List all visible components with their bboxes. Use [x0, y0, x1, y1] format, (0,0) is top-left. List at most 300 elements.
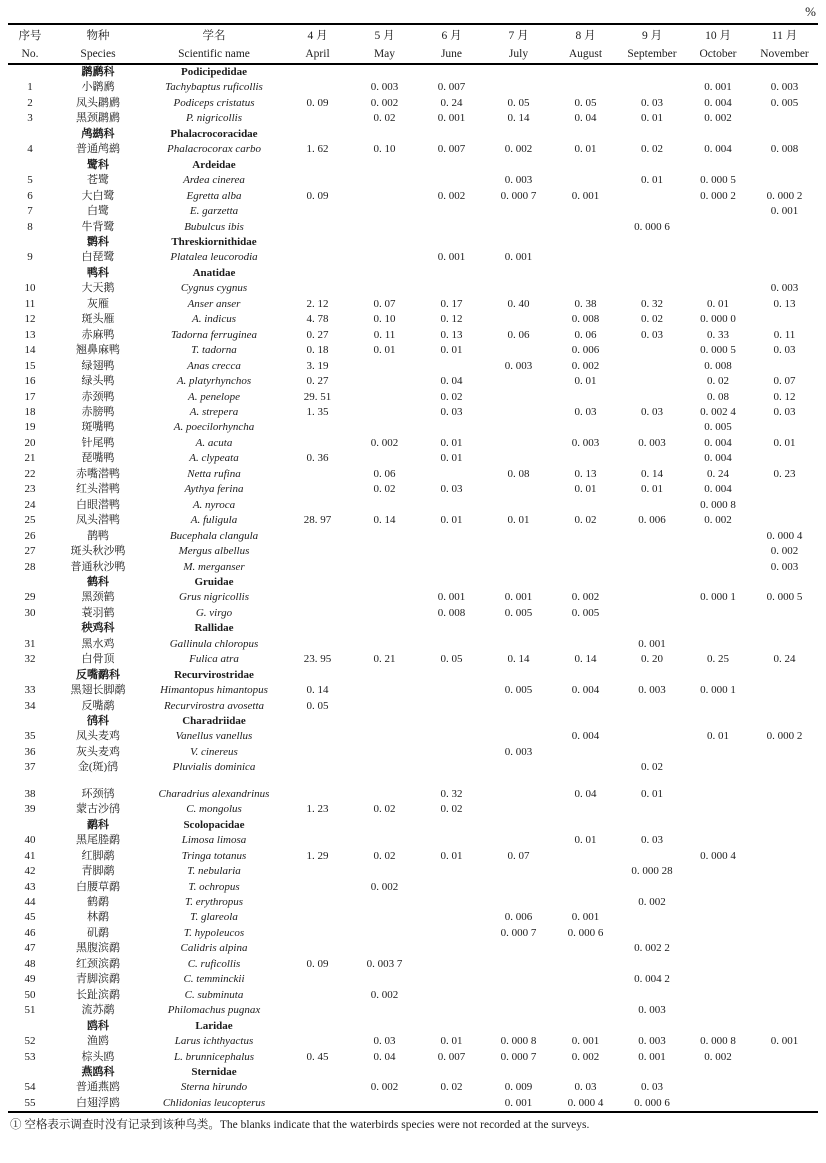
- value-april: [284, 760, 351, 775]
- species-name-zh: 蓑羽鹤: [81, 606, 115, 619]
- species-name-zh: 红头潜鸭: [76, 483, 120, 496]
- value-may: [351, 158, 418, 173]
- value-september: [619, 849, 685, 864]
- species-name-latin: Podicipedidae: [180, 66, 247, 78]
- row-number: 45: [24, 911, 36, 924]
- value-july: [485, 988, 552, 1003]
- value-october: [685, 1065, 751, 1080]
- species-row: [8, 880, 818, 895]
- species-row: [8, 312, 818, 327]
- value-may: 0. 002: [370, 880, 399, 893]
- species-name-zh: 青脚鹬: [81, 865, 115, 878]
- species-row: [8, 390, 818, 405]
- col-header-apr-zh: 4 月: [307, 30, 328, 42]
- value-may: 0. 11: [373, 328, 396, 341]
- value-april: [284, 467, 351, 482]
- value-july: [485, 895, 552, 910]
- col-header-jul-zh: 7 月: [508, 30, 529, 42]
- row-number: [8, 235, 52, 250]
- species-row: [8, 96, 818, 111]
- species-row: [8, 957, 818, 972]
- species-name-zh: 渔鸥: [87, 1035, 109, 1048]
- species-row: [8, 482, 818, 497]
- value-november: [751, 606, 818, 621]
- value-november: [751, 957, 818, 972]
- value-november: 0. 000 2: [766, 730, 803, 743]
- species-name-latin: Anser anser: [187, 297, 241, 310]
- row-number: 21: [24, 452, 36, 465]
- value-july: [485, 699, 552, 714]
- value-june: [418, 173, 485, 188]
- value-may: 0. 02: [373, 849, 396, 862]
- species-name-latin: A. clypeata: [189, 452, 239, 465]
- species-name-latin: Grus nigricollis: [179, 591, 249, 604]
- value-october: [685, 988, 751, 1003]
- value-june: 0. 17: [440, 297, 463, 310]
- value-april: [284, 64, 351, 80]
- value-august: [552, 621, 619, 636]
- value-may: [351, 281, 418, 296]
- value-july: 0. 08: [507, 467, 530, 480]
- value-april: [284, 637, 351, 652]
- species-row: [8, 941, 818, 956]
- value-september: [619, 957, 685, 972]
- species-name-latin: Mergus albellus: [178, 545, 250, 558]
- species-name-latin: Chlidonias leucopterus: [162, 1096, 266, 1109]
- value-july: [485, 880, 552, 895]
- species-name-zh: 赤麻鸭: [81, 328, 115, 341]
- value-november: 0. 24: [773, 653, 796, 666]
- species-name-zh: 普通鸬鹚: [76, 143, 120, 156]
- value-april: [284, 544, 351, 559]
- value-october: [685, 880, 751, 895]
- value-july: [485, 80, 552, 95]
- value-october: [685, 864, 751, 879]
- value-november: 0. 12: [773, 390, 796, 403]
- species-name-zh: 鹮科: [87, 235, 109, 248]
- species-name-zh: 鹤鹬: [87, 896, 109, 909]
- value-october: [685, 714, 751, 729]
- value-april: 23. 95: [303, 653, 332, 666]
- value-may: 0. 07: [373, 297, 396, 310]
- value-april: 0. 45: [306, 1050, 329, 1063]
- value-april: [284, 235, 351, 250]
- value-june: [418, 498, 485, 513]
- table-header: [8, 24, 818, 64]
- value-june: 0. 001: [437, 112, 466, 125]
- value-april: [284, 910, 351, 925]
- species-row: [8, 80, 818, 95]
- species-row: [8, 281, 818, 296]
- species-name-zh: 黑尾塍鹬: [76, 834, 120, 847]
- value-june: [418, 158, 485, 173]
- value-july: 0. 001: [504, 251, 533, 264]
- row-number: 48: [24, 957, 36, 970]
- value-july: [485, 760, 552, 775]
- value-august: 0. 01: [574, 483, 597, 496]
- value-july: [485, 64, 552, 80]
- value-may: [351, 910, 418, 925]
- value-september: 0. 02: [641, 761, 663, 774]
- species-name-zh: 矶鹬: [87, 926, 109, 939]
- value-may: [351, 250, 418, 265]
- value-april: [284, 266, 351, 281]
- value-august: [552, 895, 619, 910]
- value-october: [685, 637, 751, 652]
- value-july: 0. 005: [504, 606, 533, 619]
- row-number: [8, 64, 52, 80]
- value-april: [284, 250, 351, 265]
- value-april: [284, 1019, 351, 1034]
- value-may: 0. 02: [373, 483, 396, 496]
- species-name-latin: V. cinereus: [190, 745, 238, 758]
- value-november: [751, 849, 818, 864]
- row-number: [8, 668, 52, 683]
- value-june: [418, 683, 485, 698]
- value-september: 0. 002 2: [634, 942, 670, 955]
- value-september: [619, 699, 685, 714]
- value-september: [619, 64, 685, 80]
- value-may: 0. 002: [370, 988, 399, 1001]
- value-september: [619, 621, 685, 636]
- value-may: [351, 699, 418, 714]
- value-april: 0. 36: [306, 452, 329, 465]
- value-september: [619, 451, 685, 466]
- family-row: [8, 621, 818, 636]
- value-november: 0. 001: [770, 1035, 799, 1048]
- row-number: [8, 158, 52, 173]
- species-name-latin: Tringa totanus: [181, 849, 247, 862]
- value-october: 0. 02: [707, 375, 729, 388]
- col-header-apr-en: April: [305, 48, 330, 60]
- waterbird-monthly-table: [8, 23, 818, 1113]
- value-july: [485, 560, 552, 575]
- row-number: 32: [24, 653, 36, 666]
- value-april: [284, 714, 351, 729]
- value-august: 0. 004: [571, 730, 600, 743]
- species-row: [8, 220, 818, 235]
- species-row: [8, 699, 818, 714]
- value-august: 0. 03: [574, 405, 597, 418]
- value-october: [685, 158, 751, 173]
- value-may: 0. 003 7: [366, 957, 403, 970]
- species-row: [8, 529, 818, 544]
- value-may: [351, 668, 418, 683]
- col-header-no-en: No.: [21, 48, 39, 60]
- value-april: [284, 529, 351, 544]
- value-april: [284, 668, 351, 683]
- value-june: 0. 008: [437, 606, 466, 619]
- value-november: [751, 513, 818, 528]
- value-april: [284, 80, 351, 95]
- value-august: [552, 714, 619, 729]
- value-june: [418, 281, 485, 296]
- row-number: 7: [27, 205, 33, 218]
- value-august: 0. 04: [574, 787, 597, 800]
- value-may: [351, 390, 418, 405]
- value-july: [485, 818, 552, 833]
- family-row: [8, 714, 818, 729]
- value-april: [284, 436, 351, 451]
- value-november: [751, 451, 818, 466]
- value-september: [619, 189, 685, 204]
- row-number: 49: [24, 973, 36, 986]
- value-october: 0. 01: [707, 297, 729, 310]
- species-name-zh: 鹭科: [87, 158, 109, 171]
- value-november: 0. 005: [770, 96, 799, 109]
- species-name-latin: Bucephala clangula: [169, 529, 259, 542]
- value-may: [351, 729, 418, 744]
- family-row: [8, 235, 818, 250]
- value-june: 0. 01: [440, 1035, 463, 1048]
- col-header-species-zh: 物种: [86, 30, 110, 42]
- row-number: 5: [27, 174, 33, 187]
- value-april: 1. 23: [306, 803, 329, 816]
- value-october: [685, 895, 751, 910]
- species-name-latin: T. nebularia: [187, 865, 241, 878]
- value-april: [284, 926, 351, 941]
- species-name-latin: Scolopacidae: [183, 818, 245, 831]
- species-row: [8, 513, 818, 528]
- spacer-cell: [8, 776, 818, 787]
- value-may: [351, 544, 418, 559]
- row-number: 30: [24, 606, 36, 619]
- value-october: 0. 000 1: [700, 684, 736, 697]
- value-september: [619, 575, 685, 590]
- value-november: [751, 833, 818, 848]
- species-row: [8, 250, 818, 265]
- value-april: [284, 818, 351, 833]
- species-row: [8, 560, 818, 575]
- value-april: 4. 78: [306, 313, 329, 326]
- species-name-latin: T. ochropus: [188, 880, 240, 893]
- value-june: [418, 560, 485, 575]
- value-april: [284, 111, 351, 126]
- species-name-zh: 翘鼻麻鸭: [76, 344, 120, 357]
- row-number: 11: [24, 297, 36, 310]
- species-name-latin: Anatidae: [192, 266, 236, 279]
- value-july: 0. 003: [504, 174, 533, 187]
- value-may: 0. 21: [373, 653, 396, 666]
- value-may: 0. 002: [370, 1081, 399, 1094]
- species-name-latin: Gallinula chloropus: [169, 637, 259, 650]
- species-name-zh: 白翅浮鸥: [76, 1096, 120, 1109]
- value-april: [284, 833, 351, 848]
- value-april: 28. 97: [303, 514, 332, 527]
- row-number: [8, 818, 52, 833]
- col-header-oct-zh: 10 月: [705, 30, 731, 42]
- value-september: [619, 818, 685, 833]
- species-row: [8, 297, 818, 312]
- col-header-jul-en: July: [508, 48, 529, 60]
- value-june: 0. 02: [440, 803, 463, 816]
- row-number: [8, 127, 52, 142]
- value-june: 0. 24: [440, 96, 463, 109]
- species-name-latin: A. poecilorhyncha: [173, 421, 255, 434]
- species-name-latin: T. erythropus: [184, 896, 244, 909]
- value-august: 0. 000 6: [567, 926, 604, 939]
- value-august: [552, 988, 619, 1003]
- value-november: 0. 11: [773, 328, 796, 341]
- value-july: 0. 003: [504, 745, 533, 758]
- value-october: 0. 000 8: [700, 1035, 736, 1048]
- value-november: [751, 312, 818, 327]
- species-name-latin: Tadorna ferruginea: [170, 328, 258, 341]
- value-september: 0. 006: [638, 514, 666, 527]
- value-november: [751, 266, 818, 281]
- species-name-latin: Cygnus cygnus: [180, 282, 248, 295]
- value-july: [485, 1019, 552, 1034]
- value-july: [485, 405, 552, 420]
- value-may: [351, 972, 418, 987]
- species-name-zh: 蒙古沙鸻: [76, 803, 120, 816]
- value-september: 0. 01: [641, 787, 663, 800]
- value-june: [418, 467, 485, 482]
- value-august: [552, 864, 619, 879]
- value-july: [485, 957, 552, 972]
- value-october: [685, 544, 751, 559]
- row-number: 28: [24, 560, 36, 573]
- value-september: [619, 1065, 685, 1080]
- value-april: [284, 895, 351, 910]
- value-april: [284, 1065, 351, 1080]
- value-september: [619, 529, 685, 544]
- value-june: [418, 699, 485, 714]
- value-may: 0. 02: [373, 803, 396, 816]
- value-june: 0. 02: [440, 390, 463, 403]
- value-november: [751, 1019, 818, 1034]
- row-number: 52: [24, 1035, 36, 1048]
- value-june: [418, 64, 485, 80]
- value-october: [685, 1003, 751, 1018]
- species-name-zh: 赤膀鸭: [81, 405, 115, 418]
- value-june: [418, 941, 485, 956]
- value-august: 0. 13: [574, 467, 597, 480]
- value-may: 0. 003: [370, 81, 399, 94]
- row-number: 15: [24, 359, 36, 372]
- value-october: 0. 002 4: [700, 405, 736, 418]
- species-row: [8, 111, 818, 126]
- row-number: 17: [24, 390, 36, 403]
- value-may: [351, 374, 418, 389]
- row-number: 16: [24, 375, 36, 388]
- value-may: [351, 590, 418, 605]
- species-row: [8, 1003, 818, 1018]
- value-november: [751, 64, 818, 80]
- value-july: [485, 864, 552, 879]
- value-july: [485, 312, 552, 327]
- species-name-zh: 棕头鸥: [81, 1050, 115, 1063]
- value-october: 0. 000 1: [700, 591, 736, 604]
- value-april: 0. 09: [306, 957, 329, 970]
- value-august: [552, 880, 619, 895]
- col-header-sep-zh: 9 月: [641, 30, 663, 42]
- species-name-zh: 绿翅鸭: [81, 359, 115, 372]
- value-july: [485, 787, 552, 802]
- value-september: [619, 359, 685, 374]
- species-name-zh: 黑颈䴙䴘: [76, 112, 120, 125]
- value-september: [619, 1019, 685, 1034]
- species-name-latin: Aythya ferina: [184, 483, 244, 496]
- value-july: [485, 668, 552, 683]
- value-may: [351, 235, 418, 250]
- value-may: [351, 621, 418, 636]
- value-october: 0. 000 5: [700, 174, 736, 187]
- species-name-latin: Larus ichthyactus: [174, 1035, 254, 1048]
- value-june: [418, 988, 485, 1003]
- col-header-oct-en: October: [699, 48, 737, 60]
- species-name-zh: 绿头鸭: [81, 375, 115, 388]
- species-name-latin: A. strepera: [189, 405, 239, 418]
- row-number: 1: [27, 81, 33, 94]
- value-august: 0. 01: [574, 375, 597, 388]
- species-name-latin: C. temminckii: [183, 973, 245, 986]
- value-october: [685, 910, 751, 925]
- species-name-latin: Limosa limosa: [181, 834, 247, 847]
- value-april: [284, 745, 351, 760]
- value-august: 0. 38: [574, 297, 597, 310]
- value-august: 0. 002: [571, 359, 600, 372]
- row-number: 55: [24, 1096, 36, 1109]
- row-number: 50: [24, 988, 36, 1001]
- value-september: 0. 002: [638, 896, 666, 909]
- value-september: [619, 714, 685, 729]
- value-november: [751, 760, 818, 775]
- row-number: 35: [24, 730, 36, 743]
- value-august: 0. 005: [571, 606, 600, 619]
- value-june: [418, 1019, 485, 1034]
- value-november: 0. 002: [770, 545, 799, 558]
- species-row: [8, 544, 818, 559]
- value-november: 0. 23: [773, 467, 796, 480]
- value-august: [552, 699, 619, 714]
- value-april: [284, 880, 351, 895]
- value-may: 0. 04: [373, 1050, 396, 1063]
- value-september: 0. 003: [638, 1004, 666, 1017]
- value-october: [685, 621, 751, 636]
- value-april: 29. 51: [303, 390, 332, 403]
- value-april: [284, 204, 351, 219]
- header-row-zh: [8, 24, 818, 45]
- row-number: [8, 621, 52, 636]
- value-august: [552, 529, 619, 544]
- value-november: [751, 1050, 818, 1065]
- value-june: [418, 1096, 485, 1112]
- value-november: [751, 802, 818, 817]
- value-april: [284, 420, 351, 435]
- species-name-zh: 普通秋沙鸭: [70, 560, 126, 573]
- value-april: 0. 14: [306, 684, 329, 697]
- species-name-zh: 斑嘴鸭: [81, 421, 115, 434]
- value-september: 0. 02: [641, 313, 663, 326]
- value-may: 0. 002: [370, 96, 399, 109]
- value-november: [751, 220, 818, 235]
- species-name-latin: Ardea cinerea: [183, 174, 245, 187]
- value-september: 0. 32: [641, 297, 663, 310]
- value-april: [284, 575, 351, 590]
- species-name-latin: A. fuligula: [190, 514, 238, 527]
- value-september: [619, 281, 685, 296]
- species-name-zh: 凤头䴙䴘: [76, 96, 120, 109]
- value-june: [418, 235, 485, 250]
- value-june: [418, 575, 485, 590]
- value-july: [485, 729, 552, 744]
- value-july: 0. 06: [507, 328, 530, 341]
- value-september: 0. 003: [638, 1035, 666, 1048]
- value-may: 0. 10: [373, 143, 396, 156]
- value-june: 0. 03: [440, 405, 463, 418]
- value-june: [418, 1065, 485, 1080]
